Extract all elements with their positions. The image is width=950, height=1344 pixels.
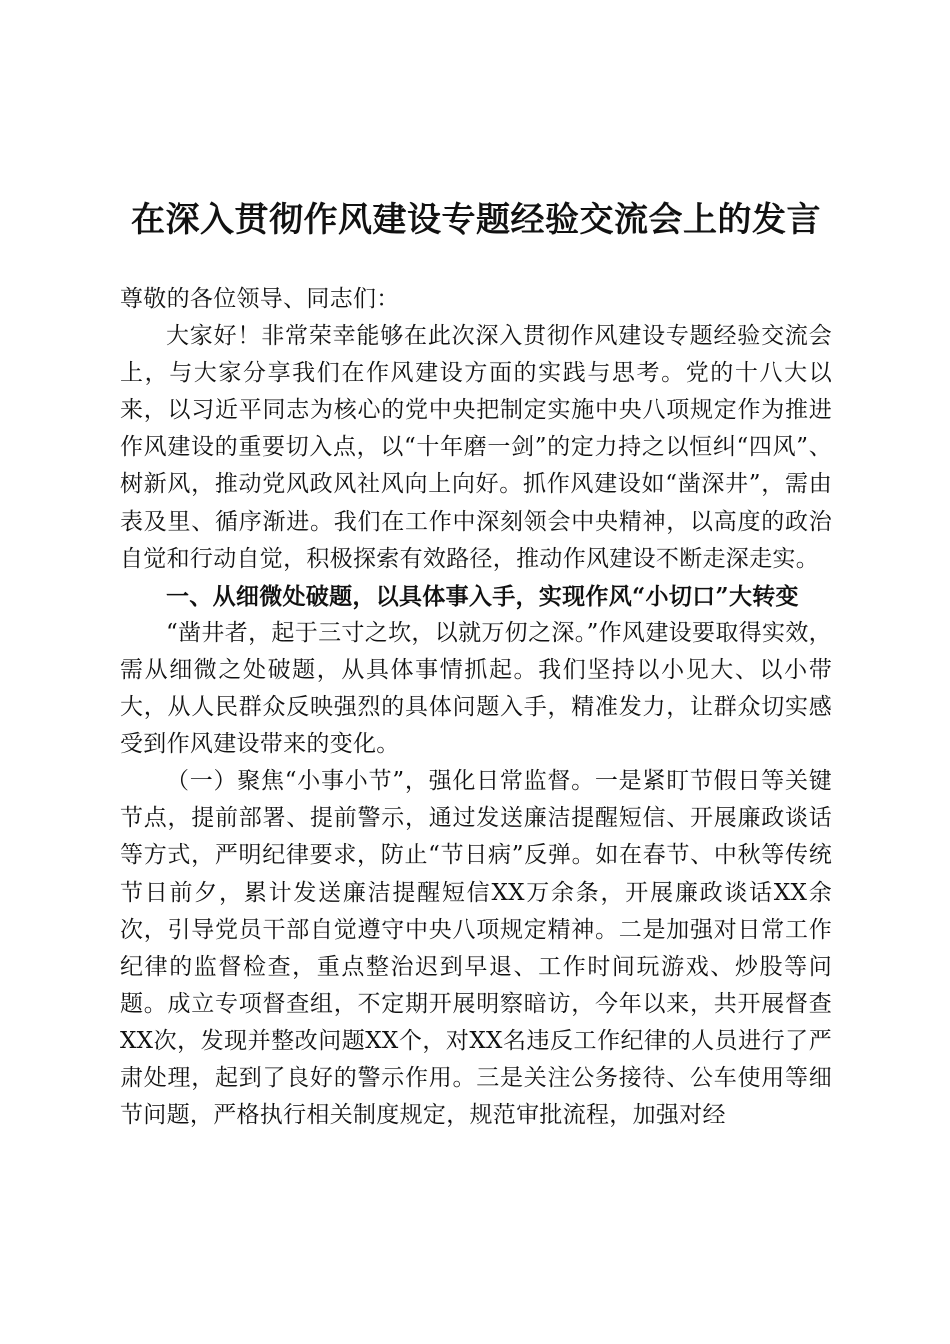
document-title: 在深入贯彻作风建设专题经验交流会上的发言 (131, 200, 821, 240)
paragraph-intro: 大家好！非常荣幸能够在此次深入贯彻作风建设专题经验交流会上，与大家分享我们在作风建设方面的实践与思考。党的十八大以来，以习近平同志为核心的党中央把制定实施中央八项规定作为推进作风建设的重要切入点，以“十年磨一剑”的定力持之以恒纠“四风”、树新风，推动党风政风社风向上向好。抓作风建设如“凿深井”，需由表及里、循序渐进。我们在工作中深刻领会中央精神，以高度的政治自觉和行动自觉，积极探索有效路径，推动作风建设不断走深走实。 (120, 323, 832, 572)
paragraph-subsection-1: （一）聚焦“小事小节”，强化日常监督。一是紧盯节假日等关键节点，提前部署、提前警示，通过发送廉洁提醒短信、开展廉政谈话等方式，严明纪律要求，防止“节日病”反弹。如在春节、中秋等传统节日前夕，累计发送廉洁提醒短信XX万余条，开展廉政谈话XX余次，引导党员干部自觉遵守中央八项规定精神。二是加强对日常工作纪律的监督检查，重点整治迟到早退、工作时间玩游戏、炒股等问题。成立专项督查组，不定期开展明察暗访，今年以来，共开展督查XX次，发现并整改问题XX个，对XX名违反工作纪律的人员进行了严肃处理，起到了良好的警示作用。三是关注公务接待、公车使用等细节问题，严格执行相关制度规定，规范审批流程，加强对经 (120, 768, 832, 1129)
section-heading-1: 一、从细微处破题，以具体事入手，实现作风“小切口”大转变 (166, 582, 799, 610)
document-body (120, 281, 832, 1134)
salutation: 尊敬的各位领导、同志们： (120, 286, 400, 312)
paragraph-section-1-intro: “凿井者，起于三寸之坎，以就万仞之深。”作风建设要取得实效，需从细微之处破题，从具体事情抓起。我们坚持以小见大、以小带大，从人民群众反映强烈的具体问题入手，精准发力，让群众切实感受到作风建设带来的变化。 (120, 619, 832, 758)
